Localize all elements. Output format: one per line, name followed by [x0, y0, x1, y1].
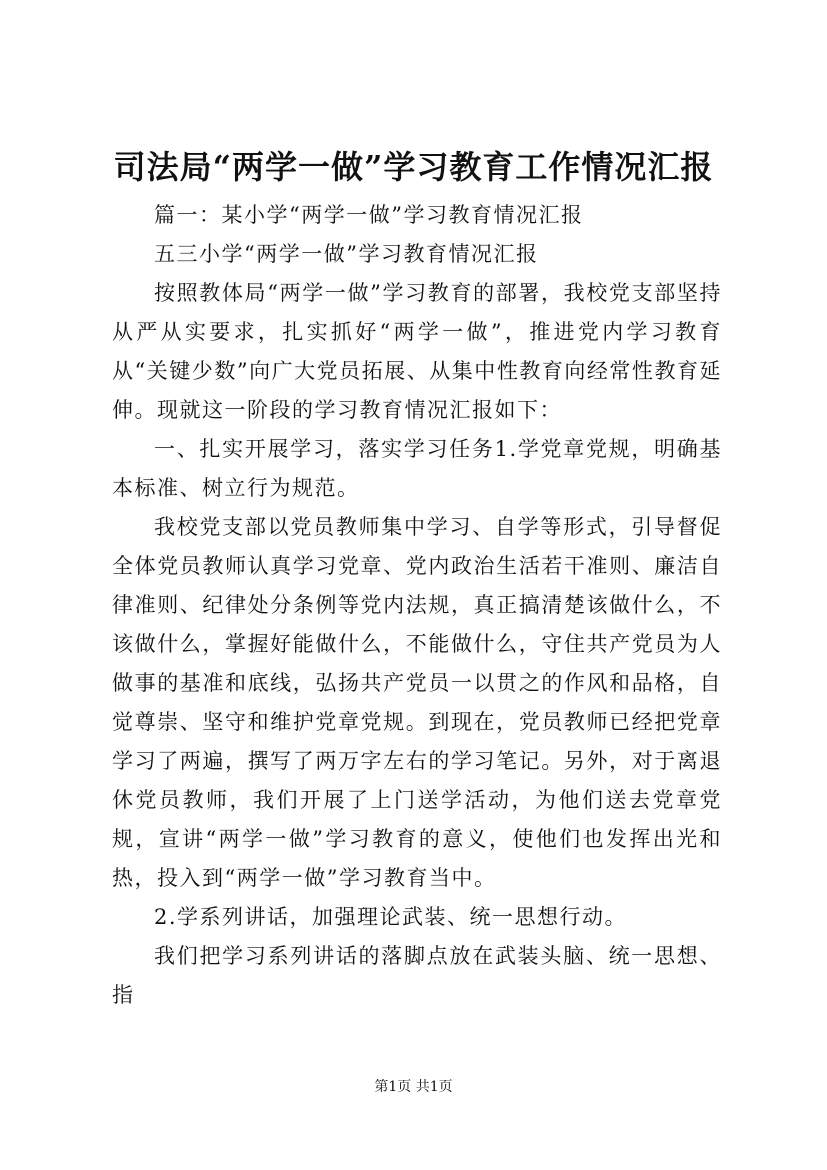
document-title: 司法局“两学一做”学习教育工作情况汇报	[113, 148, 714, 186]
document-body	[112, 196, 722, 1015]
paragraph-intro: 按照教体局“两学一做”学习教育的部署，我校党支部坚持从严从实要求，扎实抓好“两学一做”，推进党内学习教育从“关键少数”向广大党员拓展、从集中性教育向经常性教育延伸。现就这一阶段的学习教育情况汇报如下：	[112, 281, 722, 422]
paragraph-speech-study: 我们把学习系列讲话的落脚点放在武装头脑、统一思想、指	[112, 944, 722, 1007]
paragraph-report-title: 五三小学“两学一做”学习教育情况汇报	[154, 242, 539, 266]
paragraph-section-two: 2.学系列讲话，加强理论武装、统一思想行动。	[154, 905, 628, 929]
paragraph-section-one: 一、扎实开展学习，落实学习任务1.学党章党规，明确基本标准、树立行为规范。	[112, 437, 722, 500]
paragraph-party-study: 我校党支部以党员教师集中学习、自学等形式，引导督促全体党员教师认真学习党章、党内政治生活若干准则、廉洁自律准则、纪律处分条例等党内法规，真正搞清楚该做什么，不该做什么，掌握好能做什么，不能做什么，守住共产党员为人做事的基准和底线，弘扬共产党员一以贯之的作风和品格，自觉尊崇、坚守和维护党章党规。到现在，党员教师已经把党章学习了两遍，撰写了两万字左右的学习笔记。另外，对于离退休党员教师，我们开展了上门送学活动，为他们送去党章党规，宣讲“两学一做”学习教育的意义，使他们也发挥出光和热，投入到“两学一做”学习教育当中。	[112, 515, 722, 890]
paragraph-chapter-heading: 篇一：某小学“两学一做”学习教育情况汇报	[154, 203, 584, 227]
page-footer: 第1页 共1页	[374, 1079, 453, 1095]
